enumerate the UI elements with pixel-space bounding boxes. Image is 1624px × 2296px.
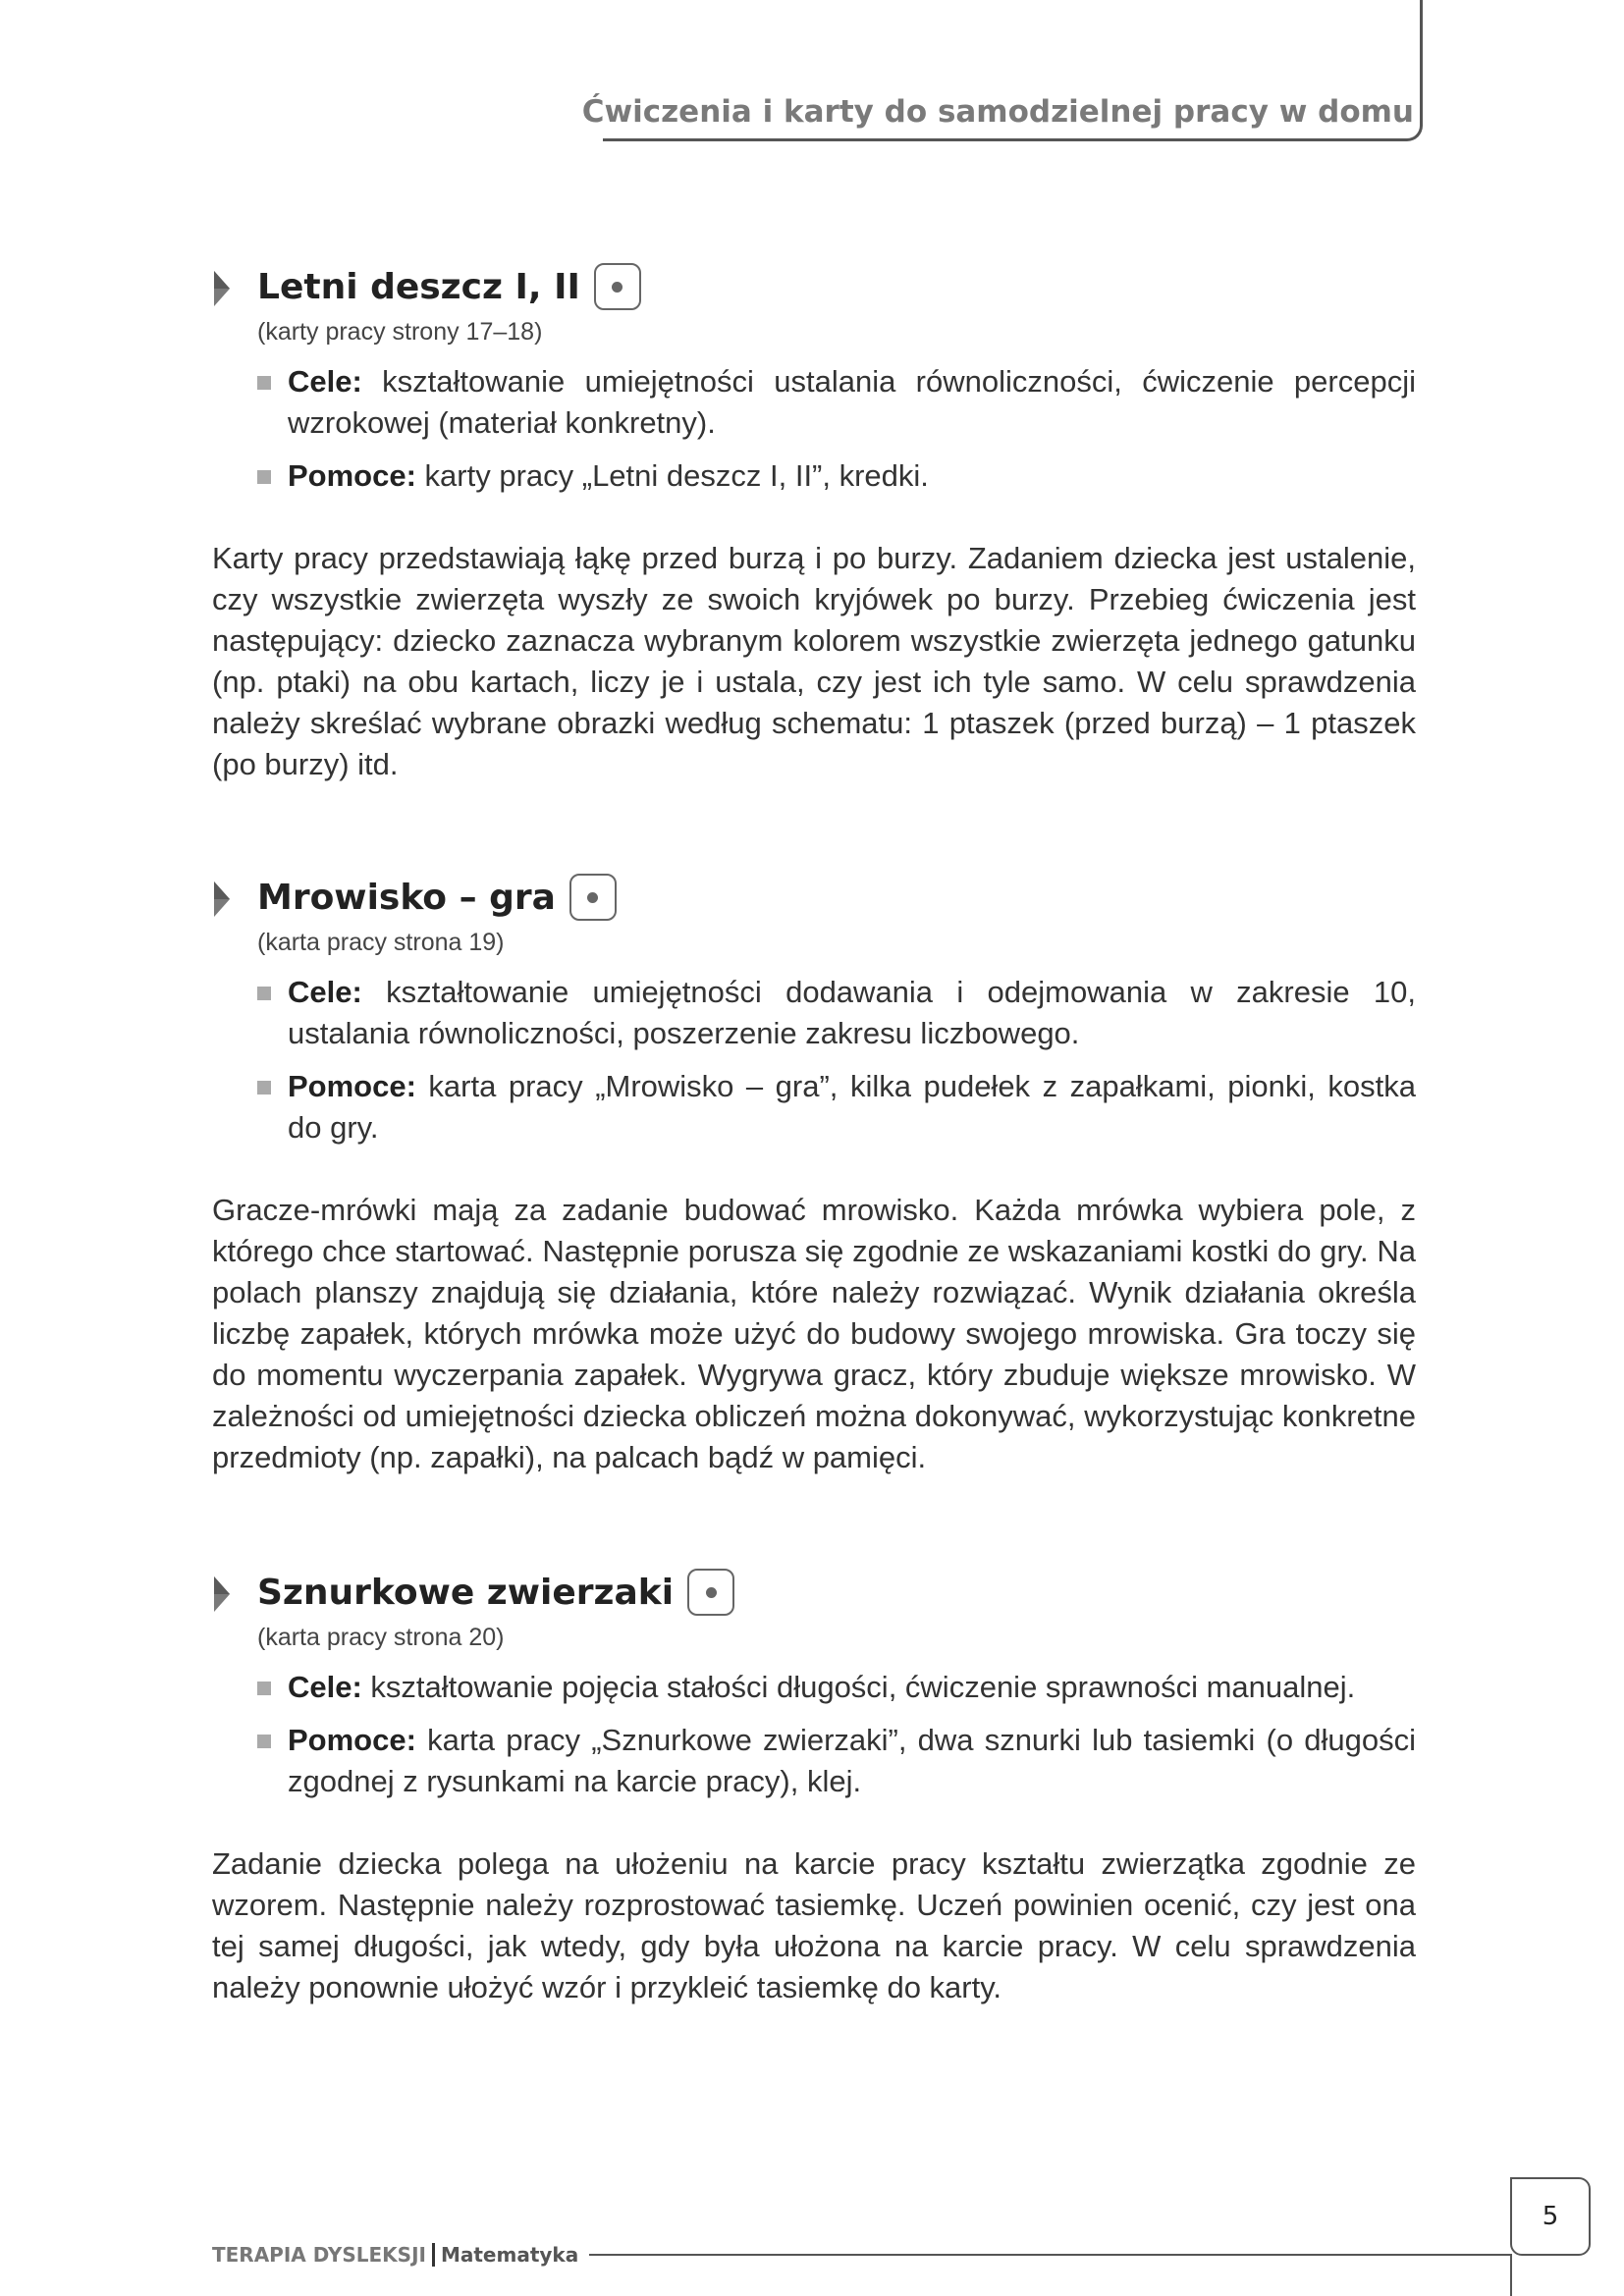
- exercise-title: Mrowisko – gra: [257, 874, 617, 921]
- page-number-box: [1510, 2177, 1591, 2256]
- header-frame-vertical: [1420, 0, 1423, 124]
- exercise-section: [212, 868, 1416, 1478]
- exercise-subtitle: (karta pracy strona 19): [257, 929, 505, 956]
- bullet-square-icon: [257, 1682, 271, 1695]
- goals-item: [257, 1667, 1416, 1708]
- running-header: Ćwiczenia i karty do samodzielnej pracy w domu: [581, 94, 1414, 130]
- section-arrow-icon: [212, 1575, 232, 1614]
- subject-name: Matematyka: [440, 2243, 579, 2267]
- goals-label: Cele:: [288, 364, 362, 399]
- exercise-description: Karty pracy przedstawiają łąkę przed burzą i po burzy. Zadaniem dziecka jest ustalenie, czy wszystkie zwierzęta wyszły ze swoich kryjówek po burzy. Przebieg ćwiczenia jest następujący: dziecko zaznacza wybranym kolorem wszystkie zwierzęta jednego gatunku (np. ptaki) na obu kartach, liczy je i ustala, czy jest ich tyle samo. W celu sprawdzenia należy skreślać wybrane obrazki według schematu: 1 ptaszek (przed burzą) – 1 ptaszek (po burzy) itd.: [212, 541, 1416, 781]
- series-name: TERAPIA DYSLEKSJI: [212, 2243, 426, 2267]
- aids-item: [257, 455, 1416, 497]
- aids-item: [257, 1720, 1416, 1802]
- aids-label: Pomoce:: [288, 1069, 416, 1103]
- difficulty-dot-icon: [594, 263, 641, 310]
- page-number: 5: [1542, 2202, 1559, 2231]
- section-arrow-icon: [212, 880, 232, 919]
- exercise-heading: [212, 868, 1416, 929]
- goals-text: kształtowanie pojęcia stałości długości, ćwiczenie sprawności manualnej.: [361, 1670, 1356, 1704]
- aids-text: karta pracy „Mrowisko – gra”, kilka pudełek z zapałkami, pionki, kostka do gry.: [288, 1069, 1416, 1145]
- exercise-subtitle: (karty pracy strony 17–18): [257, 318, 543, 346]
- aids-label: Pomoce:: [288, 458, 416, 493]
- section-arrow-icon: [212, 269, 232, 308]
- exercise-subtitle: (karta pracy strona 20): [257, 1624, 505, 1651]
- bullet-square-icon: [257, 470, 271, 484]
- aids-text: karty pracy „Letni deszcz I, II”, kredki.: [415, 458, 929, 493]
- exercise-description: Zadanie dziecka polega na ułożeniu na karcie pracy kształtu zwierzątka zgodnie ze wzorem. Następnie należy rozprostować tasiemkę. Uczeń powinien ocenić, czy jest ona tej samej długości, jak wtedy, gdy była ułożona na karcie pracy. W celu sprawdzenia należy ponownie ułożyć wzór i przykleić tasiemkę do karty.: [212, 1846, 1416, 2004]
- goals-label: Cele:: [288, 975, 362, 1009]
- footer-separator: [432, 2243, 435, 2267]
- aids-text: karta pracy „Sznurkowe zwierzaki”, dwa sznurki lub tasiemki (o długości zgodnej z rysunkami na karcie pracy), klej.: [288, 1723, 1416, 1798]
- exercise-section: [212, 1563, 1416, 2008]
- goals-label: Cele:: [288, 1670, 362, 1704]
- aids-item: [257, 1066, 1416, 1148]
- header-frame-rule: [603, 138, 1406, 141]
- footer-rule: [589, 2254, 1512, 2256]
- bullet-square-icon: [257, 987, 271, 1000]
- difficulty-dot-icon: [569, 874, 617, 921]
- exercise-title: Sznurkowe zwierzaki: [257, 1569, 734, 1616]
- exercise-heading: [212, 257, 1416, 318]
- goals-text: kształtowanie umiejętności dodawania i odejmowania w zakresie 10, ustalania równoliczności, poszerzenie zakresu liczbowego.: [288, 975, 1416, 1050]
- difficulty-dot-icon: [687, 1569, 734, 1616]
- exercise-title: Letni deszcz I, II: [257, 263, 641, 310]
- bullet-square-icon: [257, 1081, 271, 1095]
- footer-series: [212, 2243, 578, 2267]
- exercise-description: Gracze-mrówki mają za zadanie budować mrowisko. Każda mrówka wybiera pole, z którego chce startować. Następnie porusza się zgodnie ze wskazaniami kostki do gry. Na polach planszy znajdują się działania, które należy rozwiązać. Wynik działania określa liczbę zapałek, których mrówka może użyć do budowy swojego mrowiska. Gra toczy się do momentu wyczerpania zapałek. Wygrywa gracz, który zbuduje większe mrowisko. W zależności od umiejętności dziecka obliczeń można dokonywać, wykorzystując konkretne przedmioty (np. zapałki), na palcach bądź w pamięci.: [212, 1193, 1416, 1474]
- goals-item: [257, 361, 1416, 444]
- goals-text: kształtowanie umiejętności ustalania równoliczności, ćwiczenie percepcji wzrokowej (materiał konkretny).: [288, 364, 1416, 440]
- exercise-heading: [212, 1563, 1416, 1624]
- exercise-section: [212, 257, 1416, 785]
- bullet-square-icon: [257, 376, 271, 390]
- goals-item: [257, 972, 1416, 1054]
- footer-frame-vertical: [1510, 2254, 1512, 2296]
- aids-label: Pomoce:: [288, 1723, 416, 1757]
- bullet-square-icon: [257, 1735, 271, 1748]
